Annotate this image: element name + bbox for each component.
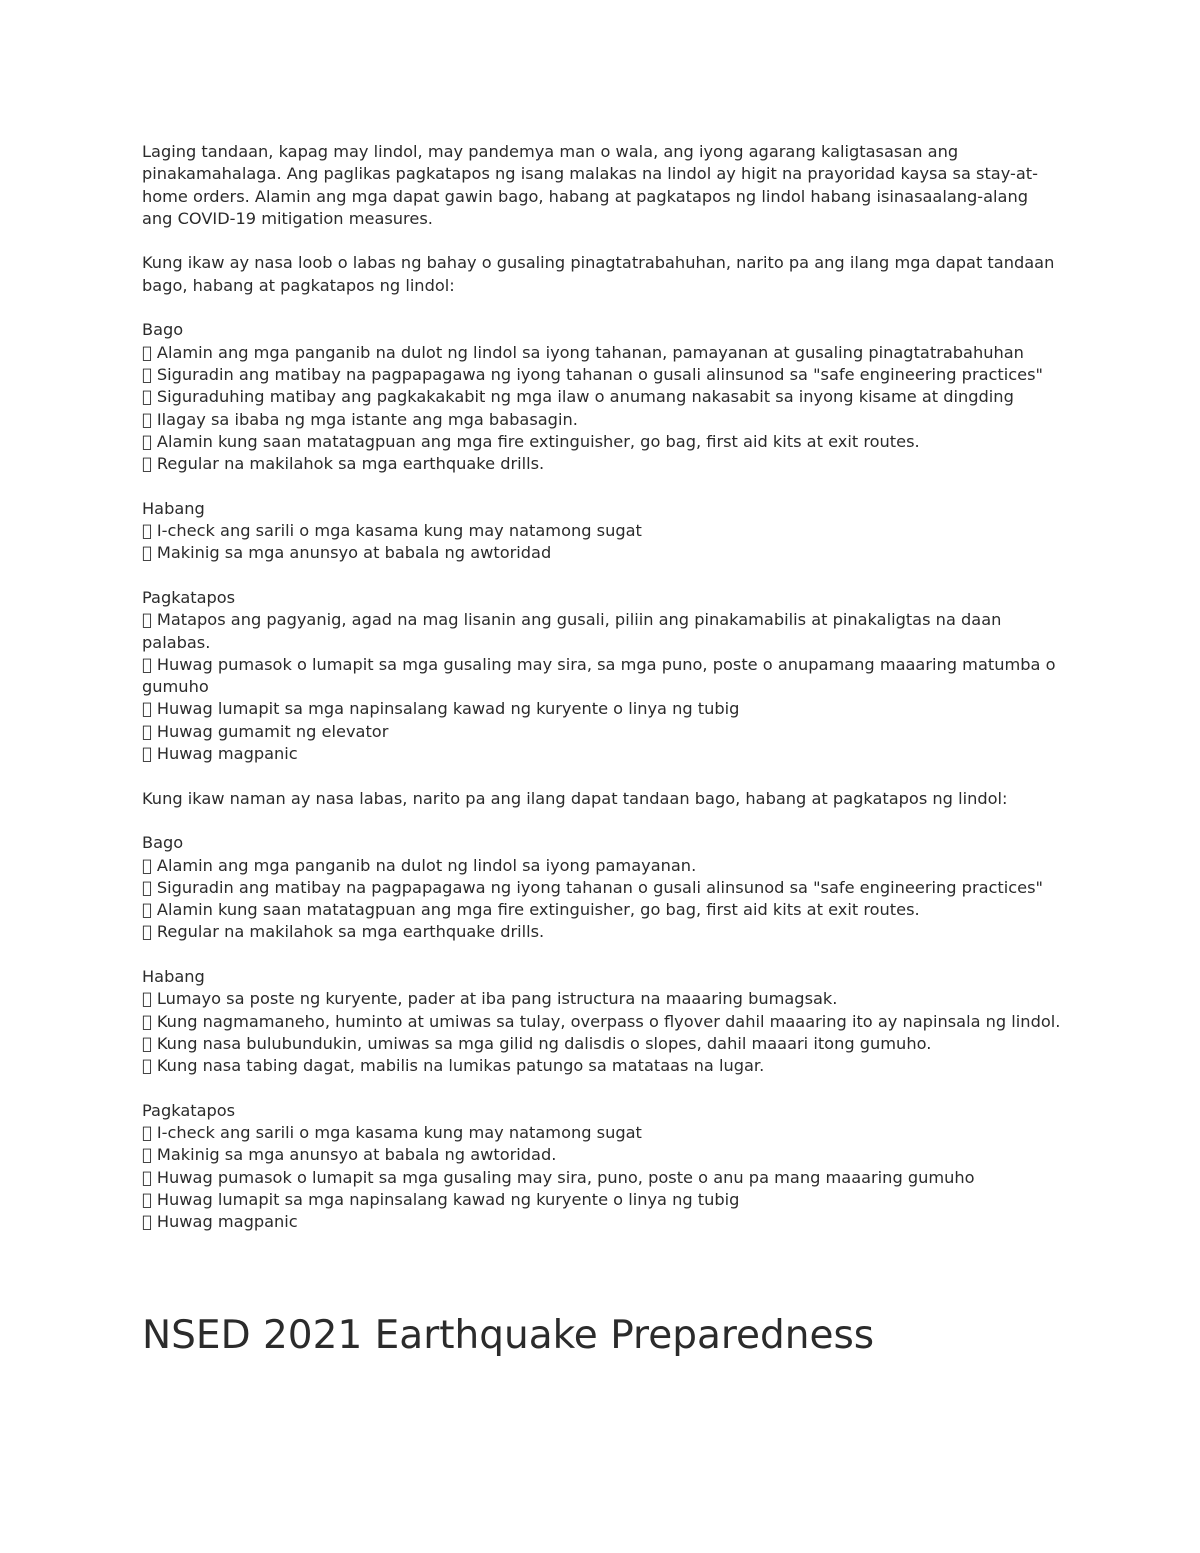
list-item	[142, 1011, 1062, 1055]
list-item-text: Lumayo sa poste ng kuryente, pader at iba pang istructura na maaaring bumagsak.	[142, 966, 823, 986]
bullet-glyph-icon	[142, 1056, 157, 1075]
list-item	[142, 609, 1062, 654]
part1-habang-section	[142, 498, 1062, 565]
part1-bago-section	[142, 319, 1062, 475]
bullet-glyph-icon	[142, 343, 157, 362]
bullet-glyph-icon	[142, 432, 157, 451]
list-item	[142, 1189, 1062, 1233]
part1-pagkatapos-section	[142, 587, 1062, 765]
list-item	[142, 900, 1062, 943]
list-item-text: Kung nasa tabing dagat, mabilis na lumikas patungo sa matataas na lugar.	[142, 1033, 750, 1053]
list-item	[142, 989, 1062, 1033]
bullet-glyph-icon	[142, 989, 157, 1008]
list-item	[142, 721, 1062, 765]
list-item-text: Huwag lumapit sa mga napinsalang kawad ng kuryente o linya ng tubig	[142, 677, 725, 697]
section-title: Bago	[142, 320, 184, 340]
bullet-glyph-icon	[142, 543, 157, 562]
intro-paragraph: Laging tandaan, kapag may lindol, may pandemya man o wala, ang iyong agarang kaligtasasan ang pinakamahalaga. Ang paglikas pagkatapos ng isang malakas na lindol ay higit na prayoridad kaysa sa stay-at-home orders. Alamin ang mga dapat gawin bago, habang at pagkatapos ng lindol habang isinasaalang-alang ang COVID-19 mitigation measures.	[142, 142, 1038, 228]
list-item	[142, 677, 1062, 720]
list-item	[142, 431, 1062, 453]
bullet-glyph-icon	[142, 900, 157, 919]
bullet-glyph-icon	[142, 856, 157, 875]
bullet-glyph-icon	[142, 744, 157, 763]
bullet-glyph-icon	[142, 1123, 157, 1142]
bullet-glyph-icon	[142, 922, 157, 941]
list-item	[142, 855, 1062, 899]
document-title: NSED 2021 Earthquake Preparedness	[142, 1313, 875, 1358]
list-item	[142, 966, 1062, 1010]
bullet-glyph-icon	[142, 699, 157, 718]
list-item	[142, 699, 1062, 743]
list-item-text: Huwag magpanic	[142, 721, 283, 741]
section-title: Bago	[142, 810, 184, 830]
bullet-glyph-icon	[142, 1145, 157, 1164]
list-item-text: Makinig sa mga anunsyo at babala ng awtoridad	[142, 543, 537, 563]
list-item	[142, 877, 1062, 921]
section-title: Pagkatapos	[142, 1078, 236, 1098]
list-item	[142, 1123, 1062, 1166]
bullet-glyph-icon	[142, 655, 157, 674]
list-item-text: Alamin ang mga panganib na dulot ng lindol sa iyong tahanan, pamayanan at gusaling pinagtatrabahuhan	[142, 342, 1010, 362]
part2-bago-section	[142, 810, 1062, 943]
bullet-glyph-icon	[142, 878, 157, 897]
list-item-text: Regular na makilahok sa mga earthquake drills.	[142, 900, 530, 920]
part1-heading: Kung ikaw ay nasa loob o labas ng bahay o gusaling pinagtatrabahuhan, narito pa ang ilang mga dapat tandaan bago, habang at pagkatapos ng lindol:	[142, 253, 1055, 295]
list-item-text: Kung nasa bulubundukin, umiwas sa mga gilid ng dalisdis o slopes, dahil maaari itong gumuho.	[142, 1011, 917, 1031]
document-body	[142, 141, 1062, 1256]
bullet-glyph-icon	[142, 1012, 157, 1031]
list-item	[142, 1100, 1062, 1144]
bullet-glyph-icon	[142, 1212, 157, 1231]
list-item	[142, 1033, 1062, 1077]
part2-habang-section	[142, 944, 1062, 1077]
bullet-list	[142, 833, 1062, 944]
list-item-text: I-check ang sarili o mga kasama kung may natamong sugat	[142, 521, 628, 541]
bullet-glyph-icon	[142, 410, 157, 429]
list-item-text: Siguradin ang matibay na pagpapagawa ng iyong tahanan o gusali alinsunod sa "safe engineering practices"	[142, 364, 1029, 384]
bullet-glyph-icon	[142, 1034, 157, 1053]
list-item-text: Regular na makilahok sa mga earthquake drills.	[142, 454, 530, 474]
list-item	[142, 632, 1062, 699]
list-item-text: Matapos ang pagyanig, agad na mag lisanin ang gusali, piliin ang pinakamabilis at pinakaligtas na daan palabas.	[142, 610, 1061, 630]
list-item-text: Huwag pumasok o lumapit sa mga gusaling may sira, puno, poste o anu pa mang maaaring gumuho	[142, 1145, 960, 1165]
list-item	[142, 1167, 1062, 1211]
bullet-list	[142, 609, 1062, 765]
list-item	[142, 833, 1062, 877]
list-item-text: Huwag magpanic	[142, 1189, 283, 1209]
bullet-glyph-icon	[142, 610, 157, 629]
bullet-list	[142, 520, 1062, 565]
bullet-glyph-icon	[142, 387, 157, 406]
list-item-text: Kung nagmamaneho, huminto at umiwas sa tulay, overpass o flyover dahil maaaring ito ay napinsala ng lindol.	[142, 989, 1046, 1009]
list-item-text: Alamin ang mga panganib na dulot ng lindol sa iyong pamayanan.	[142, 833, 682, 853]
list-item	[142, 409, 1062, 431]
list-item	[142, 342, 1062, 364]
list-item-text: Alamin kung saan matatagpuan ang mga fire extinguisher, go bag, first aid kits at exit routes.	[142, 877, 905, 897]
bullet-glyph-icon	[142, 365, 157, 384]
section-title: Habang	[142, 498, 205, 518]
bullet-glyph-icon	[142, 1190, 157, 1209]
list-item-text: Huwag pumasok o lumapit sa mga gusaling may sira, sa mga puno, poste o anupamang maaaring matumba o gumuho	[142, 632, 1041, 674]
list-item-text: Makinig sa mga anunsyo at babala ng awtoridad.	[142, 1123, 542, 1143]
list-item-text: I-check ang sarili o mga kasama kung may natamong sugat	[142, 1100, 628, 1120]
section-title: Pagkatapos	[142, 587, 236, 607]
part2-heading: Kung ikaw naman ay nasa labas, narito pa ang ilang dapat tandaan bago, habang at pagkatapos ng lindol:	[142, 766, 1008, 786]
bullet-list	[142, 1100, 1062, 1233]
list-item-text: Alamin kung saan matatagpuan ang mga fire extinguisher, go bag, first aid kits at exit routes.	[142, 431, 905, 451]
bullet-glyph-icon	[142, 722, 157, 741]
bullet-list	[142, 966, 1062, 1077]
bullet-glyph-icon	[142, 521, 157, 540]
list-item	[142, 453, 1062, 475]
list-item	[142, 386, 1062, 408]
list-item	[142, 520, 1062, 542]
list-item-text: Siguradin ang matibay na pagpapagawa ng iyong tahanan o gusali alinsunod sa "safe engineering practices"	[142, 855, 1029, 875]
list-item	[142, 1145, 1062, 1189]
bullet-glyph-icon	[142, 1168, 157, 1187]
bullet-list	[142, 342, 1062, 476]
part2-pagkatapos-section	[142, 1078, 1062, 1234]
list-item-text: Huwag lumapit sa mga napinsalang kawad ng kuryente o linya ng tubig	[142, 1167, 725, 1187]
list-item-text: Ilagay sa ibaba ng mga istante ang mga babasagin.	[142, 409, 563, 429]
list-item	[142, 364, 1062, 386]
section-title: Habang	[142, 944, 205, 964]
list-item	[142, 542, 1062, 564]
list-item-text: Huwag gumamit ng elevator	[142, 699, 374, 719]
list-item-text: Siguraduhing matibay ang pagkakakabit ng mga ilaw o anumang nakasabit sa inyong kisame at dingding	[142, 387, 999, 407]
bullet-glyph-icon	[142, 454, 157, 473]
